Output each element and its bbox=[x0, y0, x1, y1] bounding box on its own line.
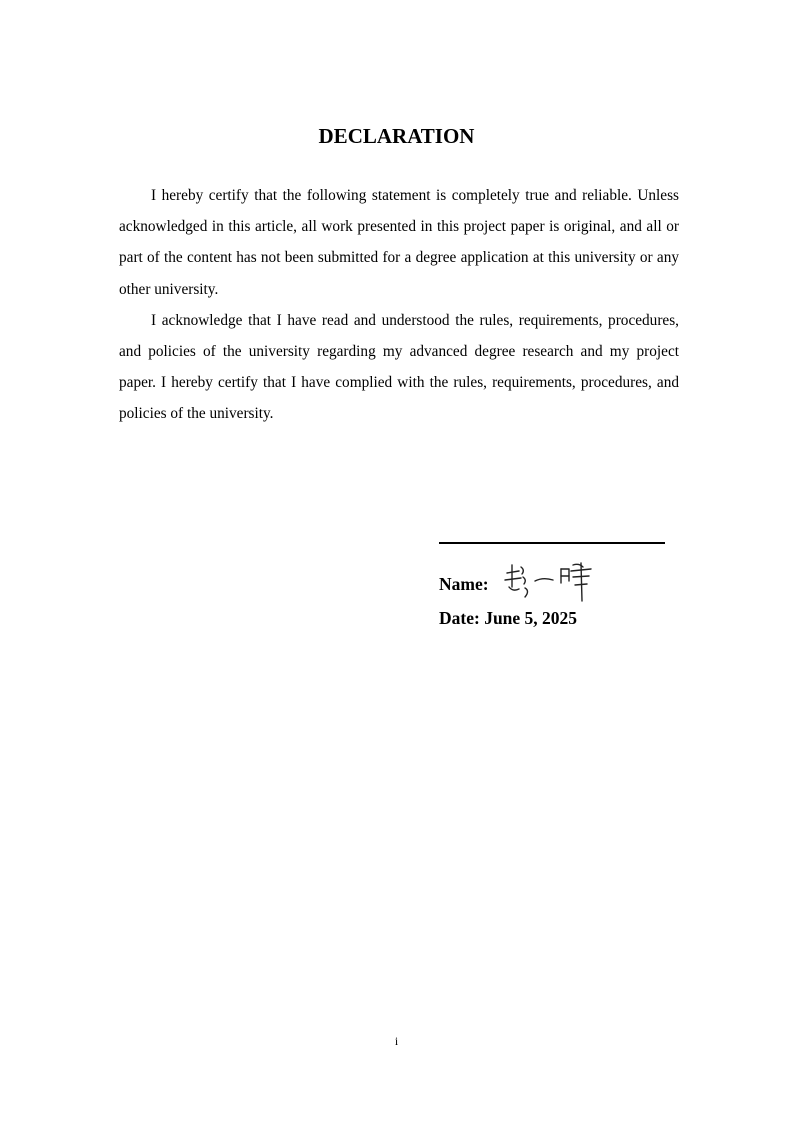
handwritten-signature bbox=[499, 559, 599, 605]
signature-line bbox=[439, 542, 665, 544]
name-row bbox=[439, 564, 679, 604]
paragraph-acknowledge: I acknowledge that I have read and understood the rules, requirements, procedures, and policies of the university regarding my advanced degree research and my project paper. I hereby certify that I have complied with the rules, requirements, procedures, and policies of the university. bbox=[119, 311, 679, 423]
page-title: DECLARATION bbox=[318, 124, 475, 148]
date-label: Date: bbox=[439, 608, 480, 628]
signature-block bbox=[439, 526, 679, 629]
name-label: Name: bbox=[439, 573, 489, 594]
page-number: i bbox=[394, 1034, 399, 1048]
declaration-body bbox=[119, 180, 679, 430]
date-row bbox=[439, 608, 679, 629]
paragraph-certify: I hereby certify that the following statement is completely true and reliable. Unless acknowledged in this article, all work presented in this project paper is original, and all or part of the content has not been submitted for a degree application at this university or any other university. bbox=[119, 187, 679, 298]
date-value: June 5, 2025 bbox=[484, 608, 578, 628]
